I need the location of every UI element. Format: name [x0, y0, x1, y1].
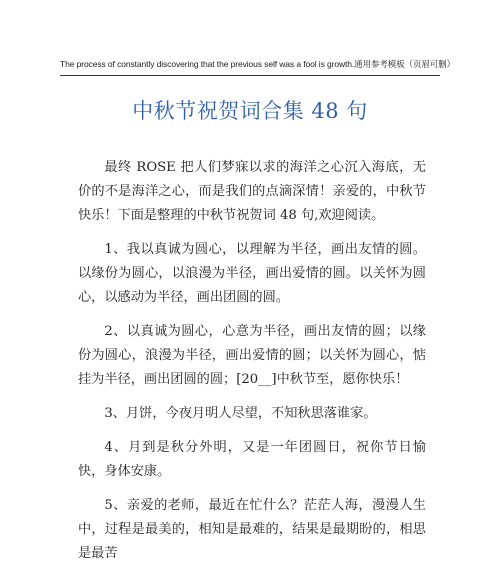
document-body — [78, 156, 426, 576]
greeting-paragraph: 2、以真诚为圆心，心意为半径，画出友情的圆；以缘份为圆心，浪漫为半径，画出爱情的圆；以关怀为圆心，惦挂为半径，画出团圆的圆；[20__]中秋节至，愿你快乐！ — [78, 324, 426, 387]
greeting-paragraph: 1、我以真诚为圆心，以理解为半径，画出友情的圆。以缘份为圆心，以浪漫为半径，画出爱情的圆。以关怀为圆心，以感动为半径，画出团圆的圆。 — [78, 242, 426, 305]
document-title: 中秋节祝贺词合集 48 句 — [132, 99, 368, 123]
page-header: The process of constantly discovering that the previous self was a fool is growth.通用参考模板（页眉可删） — [60, 58, 440, 76]
greeting-paragraph: 3、月饼，今夜月明人尽望，不知秋思落谁家。 — [104, 406, 377, 421]
greeting-paragraph: 5、亲爱的老师，最近在忙什么？茫茫人海，漫漫人生中，过程是最美的，相知是最难的，结果是最期盼的，相思是最苦 — [78, 498, 426, 561]
greeting-paragraph: 4、月到是秋分外明，又是一年团圆日，祝你节日愉快，身体安康。 — [78, 440, 426, 479]
intro-paragraph: 最终 ROSE 把人们梦寐以求的海洋之心沉入海底，无价的不是海洋之心，而是我们的点滴深情！亲爱的，中秋节快乐！下面是整理的中秋节祝贺词 48 句,欢迎阅读。 — [78, 160, 426, 223]
